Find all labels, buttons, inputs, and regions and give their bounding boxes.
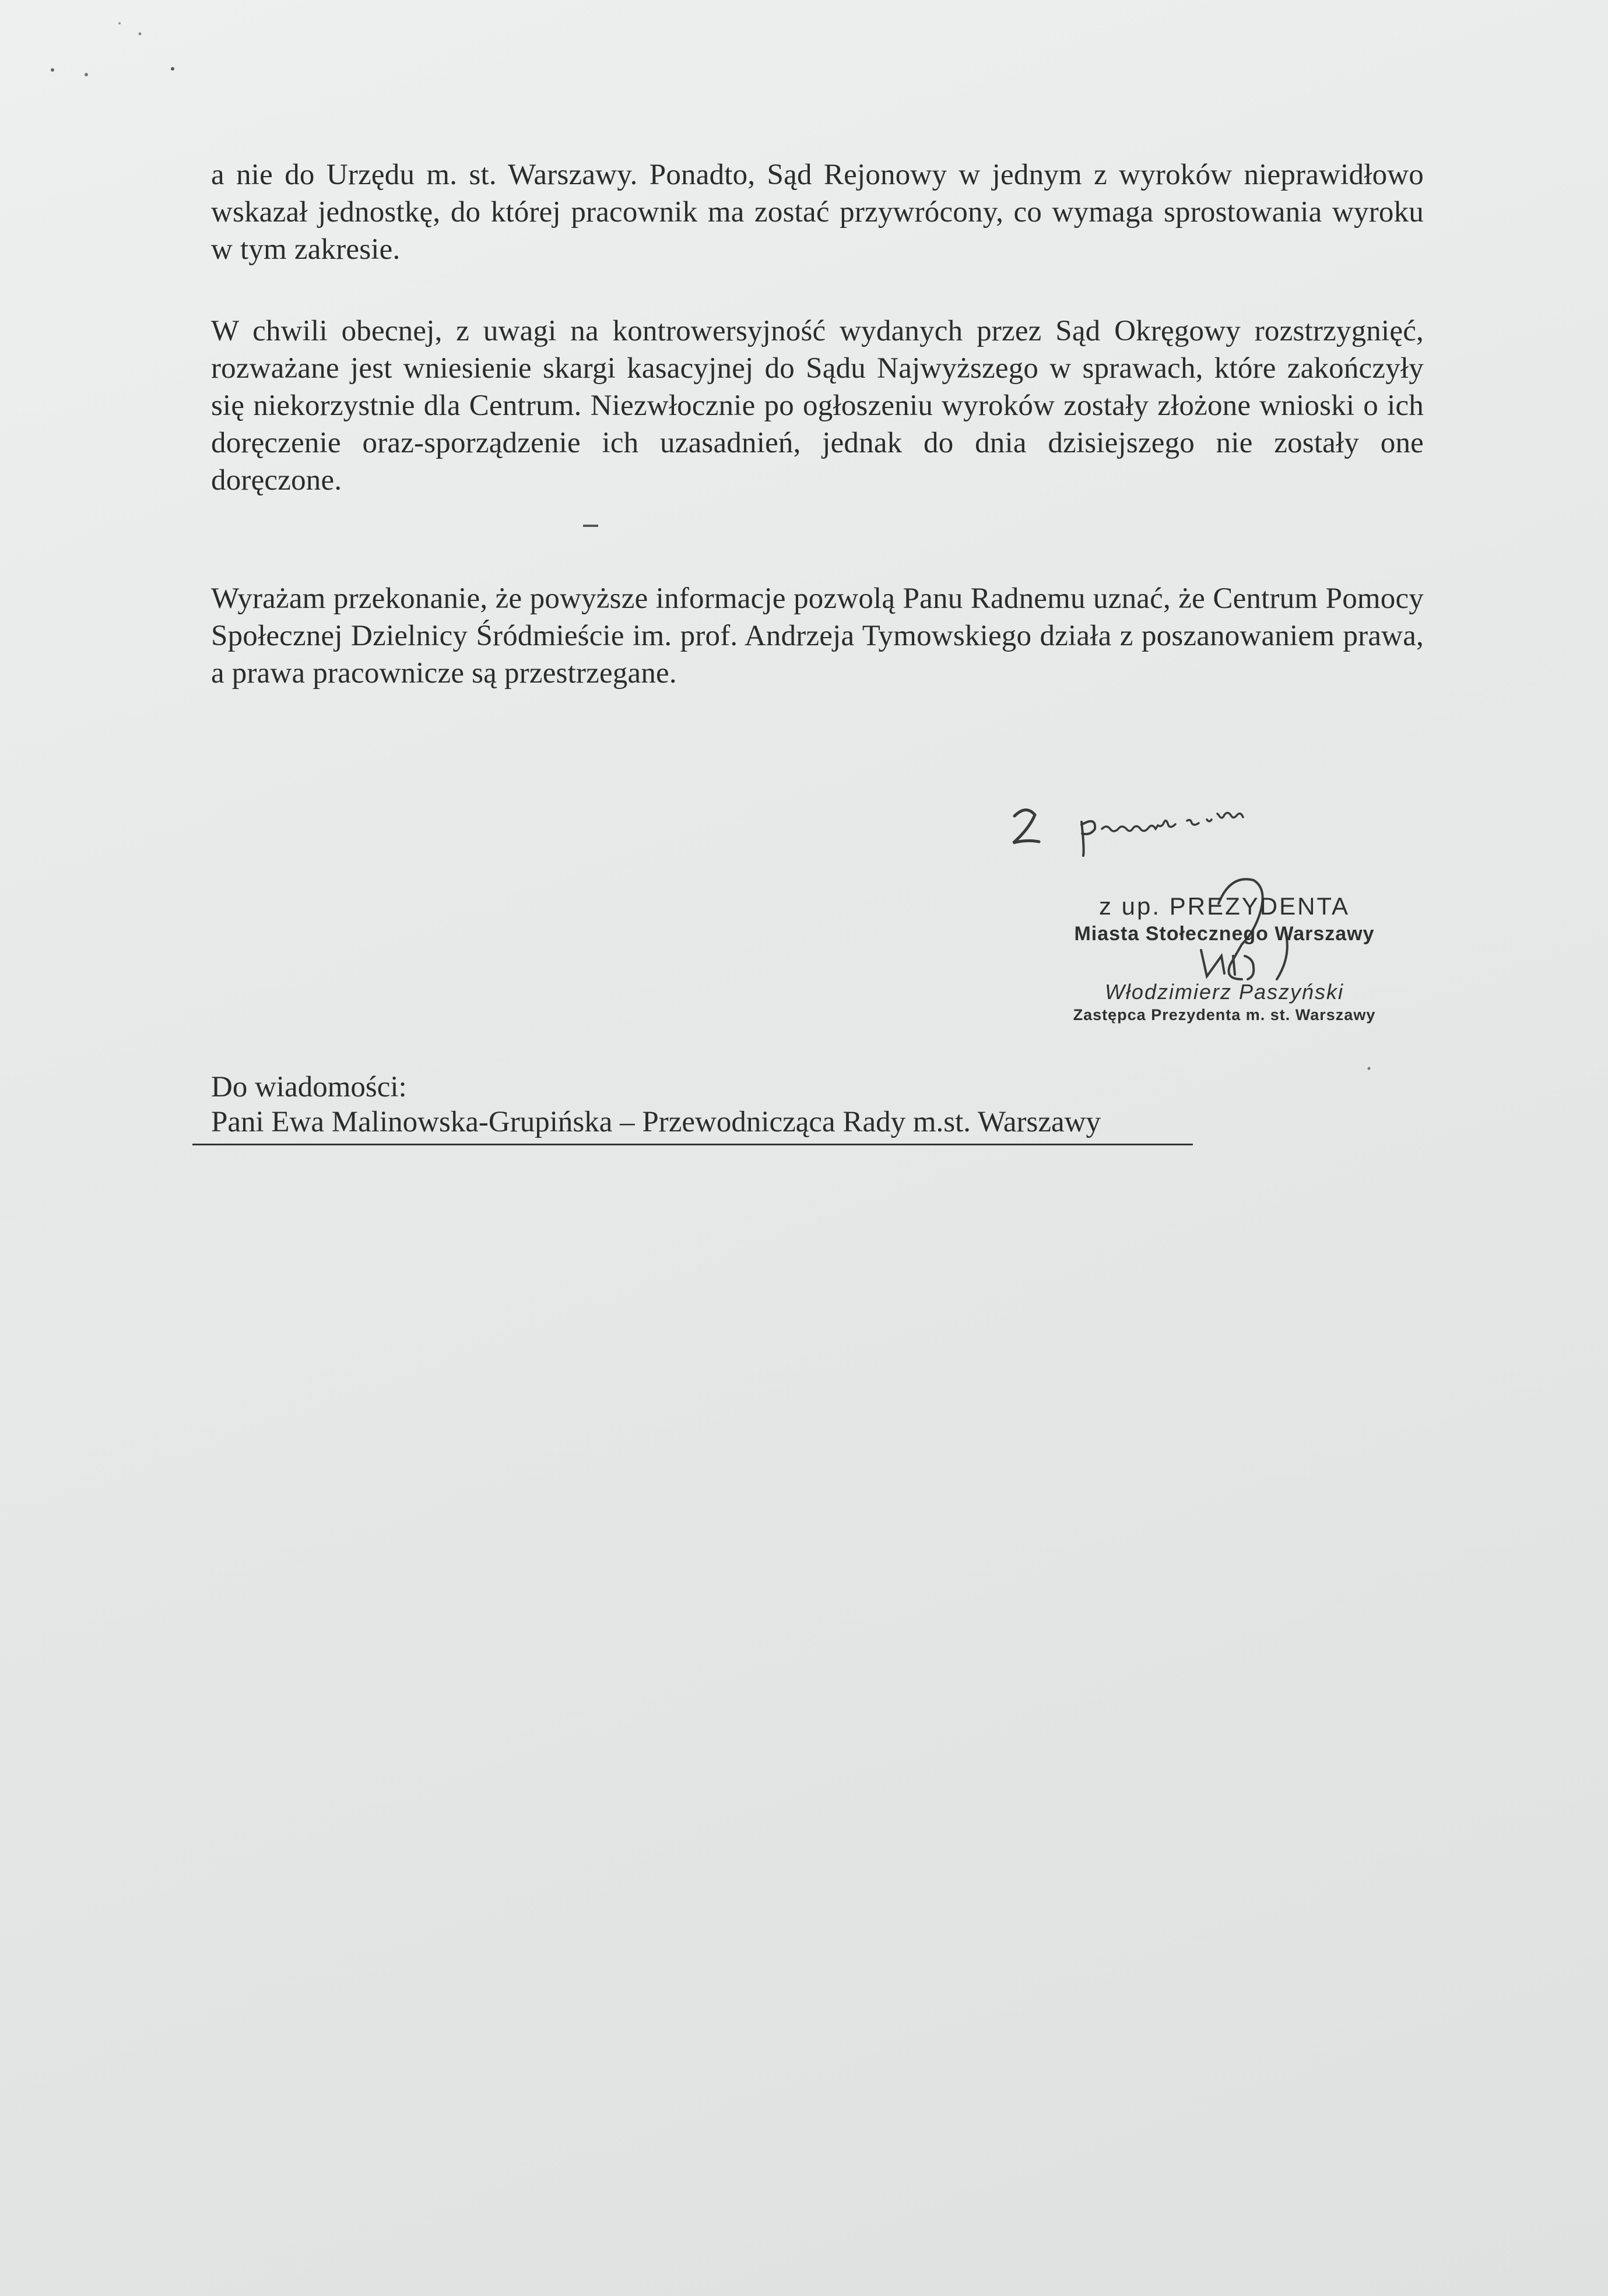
stray-dash-mark — [583, 525, 598, 527]
stamp-signature-space — [1049, 947, 1399, 980]
paragraph-conclusion: Wyrażam przekonanie, że powyższe informacje pozwolą Panu Radnemu uznać, że Centrum Pomocy Społecznej Dzielnicy Śródmieście im. prof. Andrzeja Tymowskiego działa z poszanowaniem prawa, a prawa pracownicze są przestrzegane. — [211, 582, 1424, 690]
stamp-office: Miasta Stołecznego Warszawy — [1074, 923, 1375, 945]
distribution-label: Do wiadomości: — [211, 1071, 407, 1103]
distribution-recipient: Pani Ewa Malinowska-Grupińska – Przewodnicząca Rady m.st. Warszawy — [211, 1106, 1101, 1138]
stamp-signer-name: Włodzimierz Paszyński — [1104, 980, 1344, 1004]
paragraph-court-ruling: a nie do Urzędu m. st. Warszawy. Ponadto, Sąd Rejonowy w jednym z wyroków nieprawidłowo wskazał jednostkę, do której pracownik ma zostać przywrócony, co wymaga sprostowania wyroku w tym zakresie. — [211, 159, 1424, 266]
stamp-authorization: z up. PREZYDENTA — [1099, 892, 1350, 920]
paper-speck — [1367, 1067, 1371, 1070]
paper-specks — [0, 0, 233, 117]
stamp-signer-title: Zastępca Prezydenta m. st. Warszawy — [1073, 1006, 1376, 1024]
signature-stamp — [1049, 892, 1399, 1026]
recipient-underline — [192, 1144, 1193, 1145]
handwritten-salutation — [1003, 793, 1306, 857]
paragraph-cassation: W chwili obecnej, z uwagi na kontrowersyjność wydanych przez Sąd Okręgowy rozstrzygnięć, rozważane jest wniesienie skargi kasacyjnej do Sądu Najwyższego w sprawach, które zakończyły się niekorzystnie dla Centrum. Niezwłocznie po ogłoszeniu wyroków zostały złożone wnioski o ich doręczenie oraz-sporządzenie ich uzasadnień, jednak do dnia dzisiejszego nie zostały one doręczone. — [211, 315, 1424, 497]
